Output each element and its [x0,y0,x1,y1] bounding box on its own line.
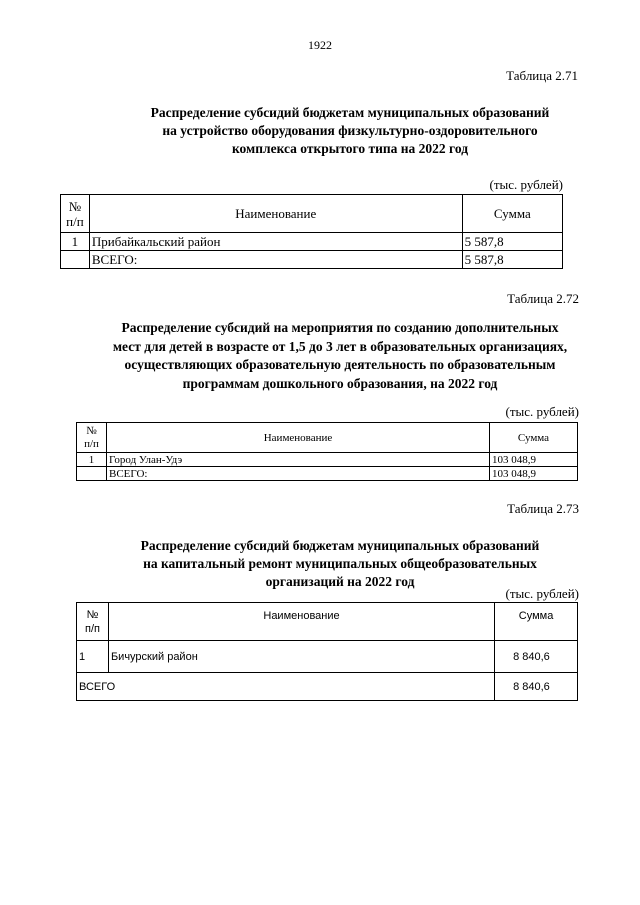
total-empty-cell [77,467,107,481]
header-num [77,423,107,453]
total-sum: 8 840,6 [495,673,578,701]
header-sum: Сумма [490,423,578,453]
data-table [76,602,578,701]
table-label: Таблица 2.72 [507,291,579,306]
header-num-line: № [86,424,97,437]
table-row [77,453,578,467]
table-total-row [61,251,563,269]
row-sum: 8 840,6 [495,641,578,673]
total-empty-cell [61,251,90,269]
total-label: ВСЕГО: [89,251,462,269]
table-row [61,233,563,251]
table-label: Таблица 2.73 [507,501,579,516]
title-line: программам дошкольного образования, на 2022 год [182,375,498,391]
data-table [60,194,563,269]
header-sum: Сумма [462,195,562,233]
table-title [40,104,640,158]
title-line: на устройство оборудования физкультурно-оздоровительного [162,123,538,138]
row-num: 1 [77,641,109,673]
total-sum: 5 587,8 [462,251,562,269]
header-name: Наименование [107,423,490,453]
header-name: Наименование [108,603,494,641]
header-num-line: № [68,198,82,214]
title-line: на капитальный ремонт муниципальных общеобразовательных [143,556,537,571]
table-total-row [77,467,578,481]
row-name: Бичурский район [108,641,494,673]
header-name: Наименование [89,195,462,233]
title-line: Распределение субсидий на мероприятия по созданию дополнительных [121,320,559,335]
page-number: 1922 [308,38,332,52]
header-num [61,195,90,233]
row-num: 1 [77,453,107,467]
table-title [20,319,640,393]
row-num: 1 [61,233,90,251]
total-label: ВСЕГО [77,673,495,701]
table-title [20,537,640,591]
header-num-line: № [86,609,99,621]
table-header-row [77,603,578,641]
title-line: Распределение субсидий бюджетам муниципальных образований [140,538,540,553]
row-sum: 5 587,8 [462,233,562,251]
data-table [76,422,578,481]
table-total-row [77,673,578,701]
title-line: осуществляющих образовательную деятельность по образовательным [124,357,556,372]
title-line: мест для детей в возрасте от 1,5 до 3 лет в образовательных организациях, [112,338,568,354]
table-label: Таблица 2.71 [506,68,578,83]
title-line: организаций на 2022 год [265,574,415,589]
header-sum: Сумма [495,603,578,641]
units-label: (тыс. рублей) [505,586,579,601]
table-row [77,641,578,673]
table-header-row [77,423,578,453]
table-header-row [61,195,563,233]
total-label: ВСЕГО: [107,467,490,481]
total-sum: 103 048,9 [490,467,578,481]
units-label: (тыс. рублей) [505,404,579,419]
header-num-line: п/п [66,213,84,229]
units-label: (тыс. рублей) [489,177,563,192]
row-name: Прибайкальский район [89,233,462,251]
title-line: комплекса открытого типа на 2022 год [231,141,469,156]
header-num [77,603,109,641]
row-name: Город Улан-Удэ [107,453,490,467]
title-line: Распределение субсидий бюджетам муниципальных образований [150,105,550,120]
header-num-line: п/п [84,437,99,450]
row-sum: 103 048,9 [490,453,578,467]
header-num-line: п/п [84,623,100,635]
